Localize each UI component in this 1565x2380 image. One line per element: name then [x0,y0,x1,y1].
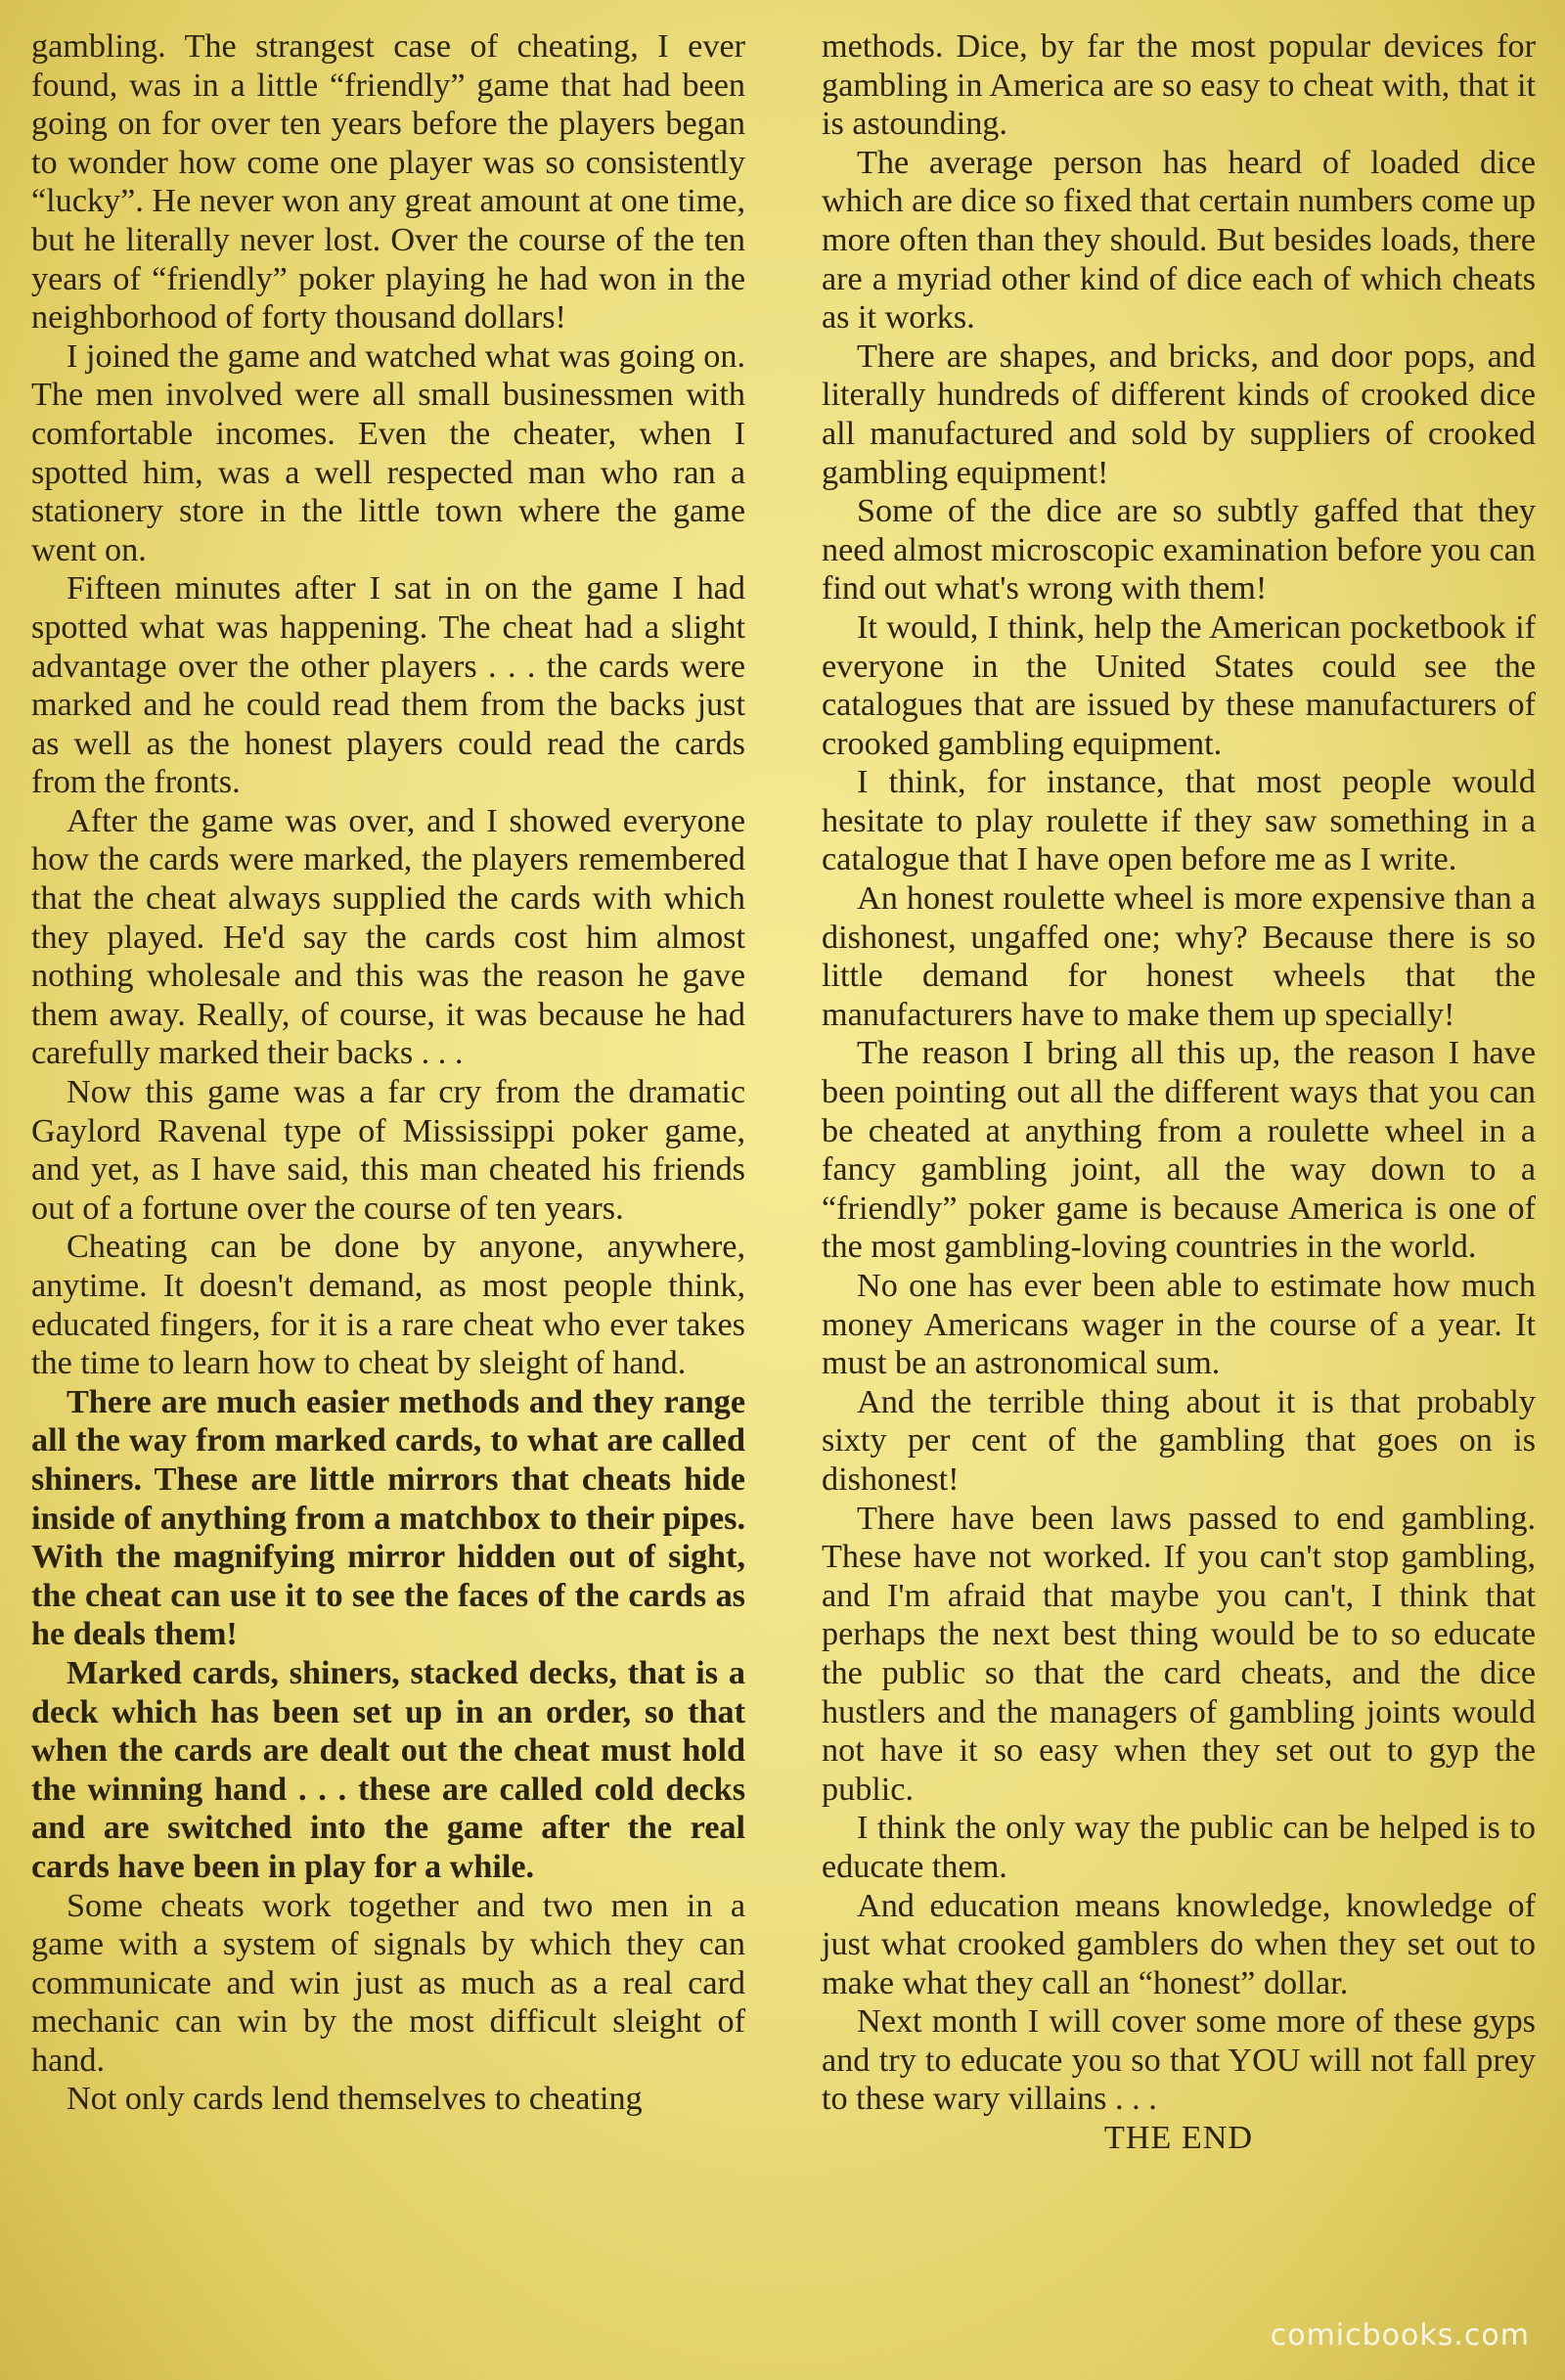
paragraph: Some of the dice are so subtly gaffed that they need almost microscopic examination before you can find out what's wrong with them! [822,493,1536,607]
paragraph: I think the only way the public can be helped is to educate them. [822,1810,1536,1885]
right-column [822,27,1536,2158]
paragraph: The average person has heard of loaded dice which are dice so fixed that certain numbers come up more often than they should. But besides loads, there are a myriad other kind of dice each of which cheats as it works. [822,144,1537,337]
paragraph: I think, for instance, that most people would hesitate to play roulette if they saw something in a catalogue that I have open before me as I write. [822,764,1536,878]
the-end-label: THE END [1103,2120,1254,2157]
paragraph: Not only cards lend themselves to cheating [67,2081,643,2118]
paragraph: And education means knowledge, knowledge of just what crooked gamblers do when they set out to make what they call an “honest” dollar. [822,1887,1536,2001]
paragraph: I joined the game and watched what was going on. The men involved were all small businessmen with comfortable incomes. Even the cheater, when I spotted him, was a well respected man who ran a stationery store in the little town where the game went on. [31,337,745,568]
paragraph: No one has ever been able to estimate how much money Americans wager in the course of a year. It must be an astronomical sum. [822,1268,1536,1382]
paragraph: And the terrible thing about it is that probably sixty per cent of the gambling that goes on is dishonest! [822,1383,1536,1498]
paragraph: The reason I bring all this up, the reason I have been pointing out all the different ways that you can be cheated at anything from a roulette wheel in a fancy gambling joint, all the way down to a “friendly” poker game is because America is one of the most gambling-loving countries in the world. [822,1035,1536,1266]
paragraph: Now this game was a far cry from the dramatic Gaylord Ravenal type of Mississippi poker game, and yet, as I have said, this man cheated his friends out of a fortune over the course of ten years. [31,1074,745,1227]
paragraph: methods. Dice, by far the most popular devices for gambling in America are so easy to cheat with, that it is astounding. [822,28,1536,143]
paragraph: Fifteen minutes after I sat in on the game I had spotted what was happening. The cheat had a slight advantage over the other players . . . the cards were marked and he could read them from the backs just as well as the honest players could read the cards from the fronts. [31,570,745,801]
paragraph: Some cheats work together and two men in a game with a system of signals by which they can communicate and win just as much as a real card mechanic can win by the most difficult sleight of hand. [31,1887,745,2079]
watermark: comicbooks.com [1270,2318,1530,2353]
paragraph: An honest roulette wheel is more expensive than a dishonest, ungaffed one; why? Because there is so little demand for honest wheels that the manufacturers have to make them up specially! [822,880,1536,1033]
paragraph: There have been laws passed to end gambling. These have not worked. If you can't stop gambling, and I'm afraid that maybe you can't, I think that perhaps the next best thing would be to so educate the public so that the card cheats, and the dice hustlers and the managers of gambling joints would not have it so easy when they set out to gyp the public. [822,1500,1536,1808]
paragraph: gambling. The strangest case of cheating, I ever found, was in a little “friendly” game that had been going on for over ten years before the players began to wonder how come one player was so consistently “lucky”. He never won any great amount at one time, but he literally never lost. Over the course of the ten years of “friendly” poker playing he had won in the neighborhood of forty thousand dollars! [31,28,746,337]
paragraph: After the game was over, and I showed everyone how the cards were marked, the players remembered that the cheat always supplied the cards with which they played. He'd say the cards cost him almost nothing wholesale and this was the reason he gave them away. Really, of course, it was because he had carefully marked their backs . . . [31,802,745,1072]
left-column [31,27,745,2119]
paragraph: Cheating can be done by anyone, anywhere, anytime. It doesn't demand, as most people think, educated fingers, for it is a rare cheat who ever takes the time to learn how to cheat by sleight of hand. [31,1229,745,1382]
paragraph: It would, I think, help the American pocketbook if everyone in the United States could see the catalogues that are issued by these manufacturers of crooked gambling equipment. [822,608,1536,762]
paragraph: Marked cards, shiners, stacked decks, that is a deck which has been set up in an order, so that when the cards are dealt out the cheat must hold the winning hand . . . these are called cold decks and are switched into the game after the real cards have been in play for a while. [31,1654,745,1885]
paragraph: There are much easier methods and they range all the way from marked cards, to what are called shiners. These are little mirrors that cheats hide inside of anything from a matchbox to their pipes. With the magnifying mirror hidden out of sight, the cheat can use it to see the faces of the cards as he deals them! [31,1383,745,1653]
paragraph: Next month I will cover some more of these gyps and try to educate you so that YOU will not fall prey to these wary villains . . . [822,2003,1536,2118]
paragraph: There are shapes, and bricks, and door pops, and literally hundreds of different kinds of crooked dice all manufactured and sold by suppliers of crooked gambling equipment! [822,337,1536,491]
